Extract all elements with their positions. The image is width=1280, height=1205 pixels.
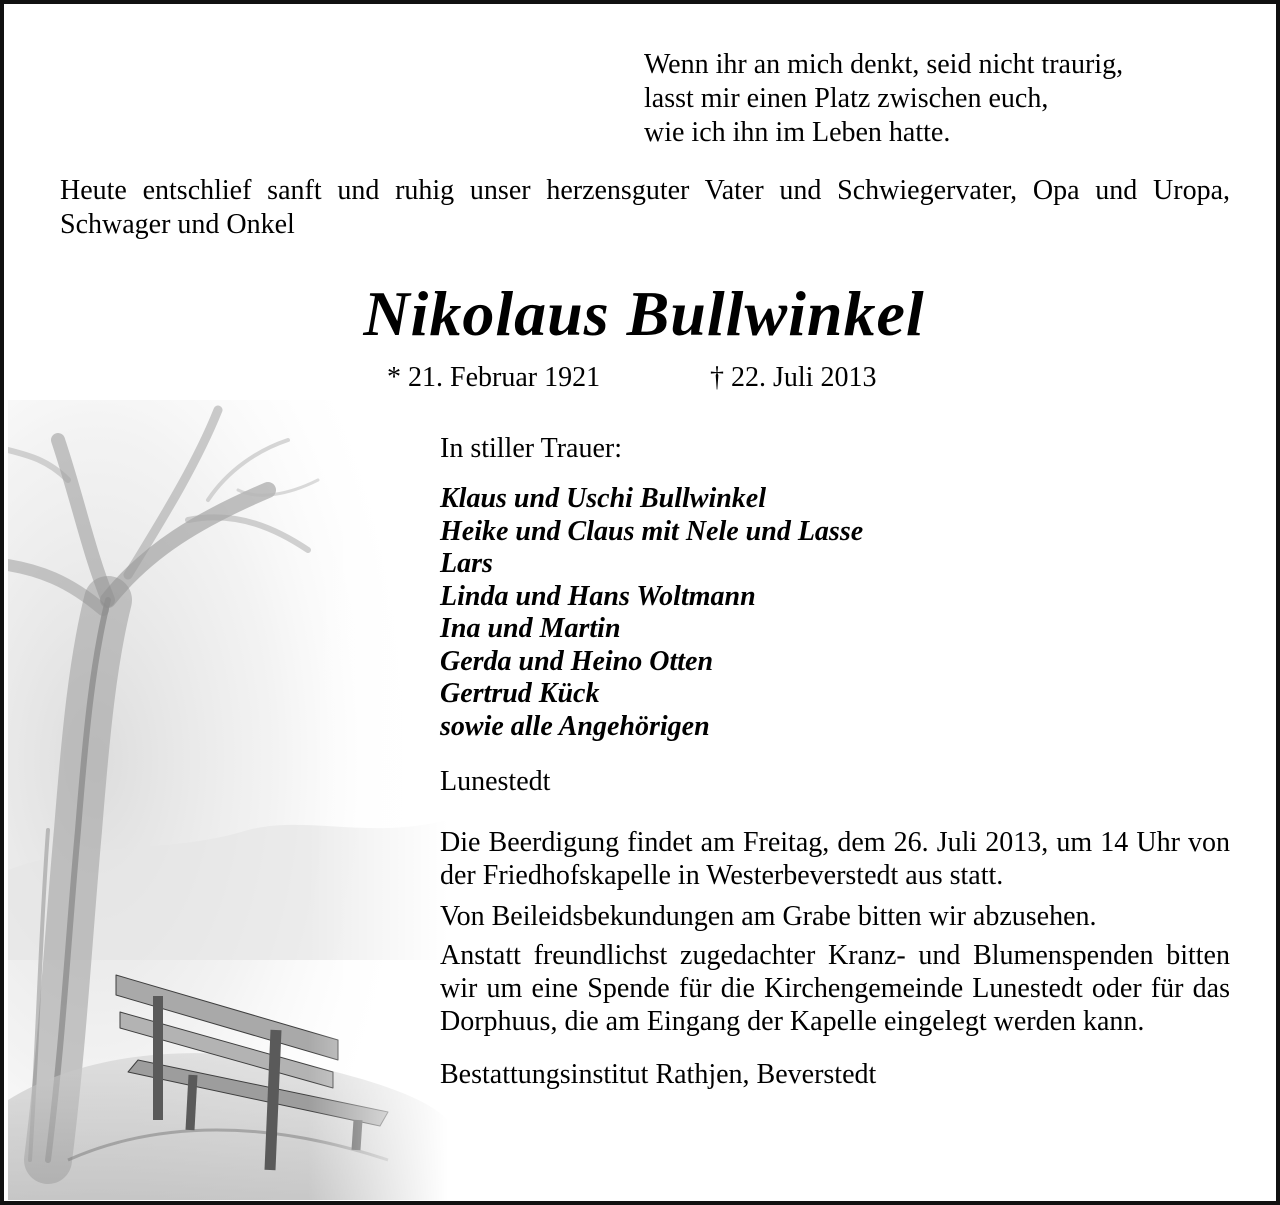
condolence-note: Von Beileidsbekundungen am Grabe bitten wir abzusehen. [440,901,1097,932]
mourner: Ina und Martin [440,613,621,644]
poem-line: Wenn ihr an mich denkt, seid nicht traurig, [644,49,1124,80]
donation-note: Anstatt freundlichst zugedachter Kranz- und Blumenspenden bitten wir um eine Spende für die Kirchengemeinde Lunestedt oder für das Dorphuus, die am Eingang der Kapelle eingelegt werden kann. [440,940,1230,1037]
fade-overlay [308,400,448,1200]
mourning-section [440,432,1230,1091]
funeral-home: Bestattungsinstitut Rathjen, Beverstedt [440,1059,877,1090]
mourner: Linda und Hans Woltmann [440,580,756,612]
poem-line: wie ich ihn im Leben hatte. [644,117,951,148]
mourning-label: In stiller Trauer: [440,433,622,464]
mourners-list [440,483,1230,743]
mourner: Gerda und Heino Otten [440,645,714,677]
mourner: Heike und Claus mit Nele und Lasse [440,515,864,547]
death-date: † 22. Juli 2013 [710,362,877,393]
location: Lunestedt [440,766,551,797]
mourner: sowie alle Angehörigen [440,710,710,742]
mourner: Gertrud Kück [440,678,600,709]
poem-line: lasst mir einen Platz zwischen euch, [644,83,1049,114]
mourner: Klaus und Uschi Bullwinkel [440,483,767,514]
tree-and-bench-illustration [8,400,448,1200]
birth-date: * 21. Februar 1921 [387,362,601,393]
funeral-info: Die Beerdigung findet am Freitag, dem 26. Juli 2013, um 14 Uhr von der Friedhofskapelle in Westerbeverstedt aus statt. [440,827,1230,891]
intro-text: Heute entschlief sanft und ruhig unser herzensguter Vater und Schwiegervater, Opa und Uropa, Schwager und Onkel [60,175,1230,240]
deceased-name: Nikolaus Bullwinkel [363,278,925,349]
poem [644,48,1123,150]
mourner: Lars [440,548,493,579]
